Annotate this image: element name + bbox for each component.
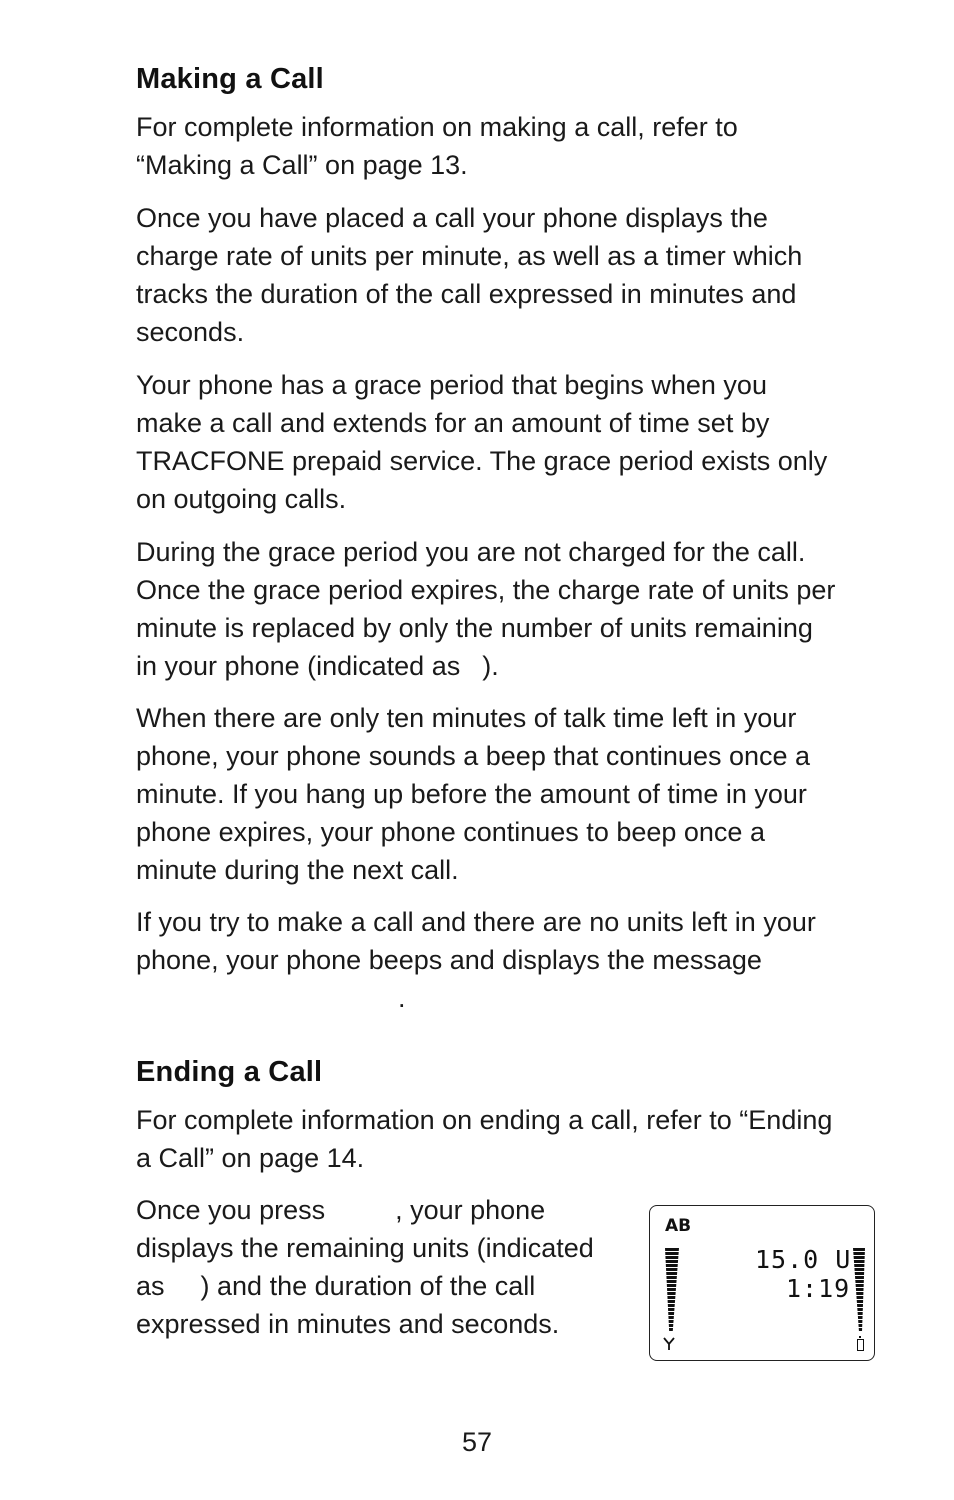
display-units: 15.0 U xyxy=(755,1245,852,1274)
paragraph-once-you-press: Once you press , your phone displays the remaining units (indicated as ) and the duration of the call expressed in minutes and seconds. xyxy=(136,1195,594,1339)
signal-strength-bar xyxy=(665,1248,679,1332)
paragraph-grace-period-charges: During the grace period you are not charged for the call. Once the grace period expires, the charge rate of units per minute is replaced by only the number of units remaining in your phone (indicated as ). xyxy=(136,537,836,681)
battery-level-bar xyxy=(853,1248,865,1332)
display-timer: 1:19 xyxy=(786,1274,851,1303)
paragraph-grace-period: Your phone has a grace period that begins when you make a call and extends for an amount of time set by TRACFONE prepaid service. The grace period exists only on outgoing calls. xyxy=(136,370,828,514)
antenna-icon xyxy=(663,1337,675,1351)
heading-ending-a-call: Ending a Call xyxy=(136,1056,323,1088)
display-ab-label: AB xyxy=(665,1216,692,1236)
paragraph-complete-info-ending: For complete information on ending a call, refer to “Ending a Call” on page 14. xyxy=(136,1105,833,1173)
paragraph-no-units: If you try to make a call and there are no units left in your phone, your phone beeps and displays the message . xyxy=(136,907,816,1013)
paragraph-call-display: Once you have placed a call your phone displays the charge rate of units per minute, as well as a timer which tracks the duration of the call expressed in minutes and seconds. xyxy=(136,203,803,347)
page-number: 57 xyxy=(461,1427,493,1457)
paragraph-ten-minutes-warning: When there are only ten minutes of talk time left in your phone, your phone sounds a beep that continues once a minute. If you hang up before the amount of time in your phone expires, your phone continues to beep once a minute during the next call. xyxy=(136,703,811,885)
heading-making-a-call: Making a Call xyxy=(136,63,324,95)
paragraph-complete-info-making: For complete information on making a call, refer to “Making a Call” on page 13. xyxy=(136,112,738,180)
phone-display-illustration xyxy=(649,1205,875,1361)
battery-icon xyxy=(857,1339,864,1351)
